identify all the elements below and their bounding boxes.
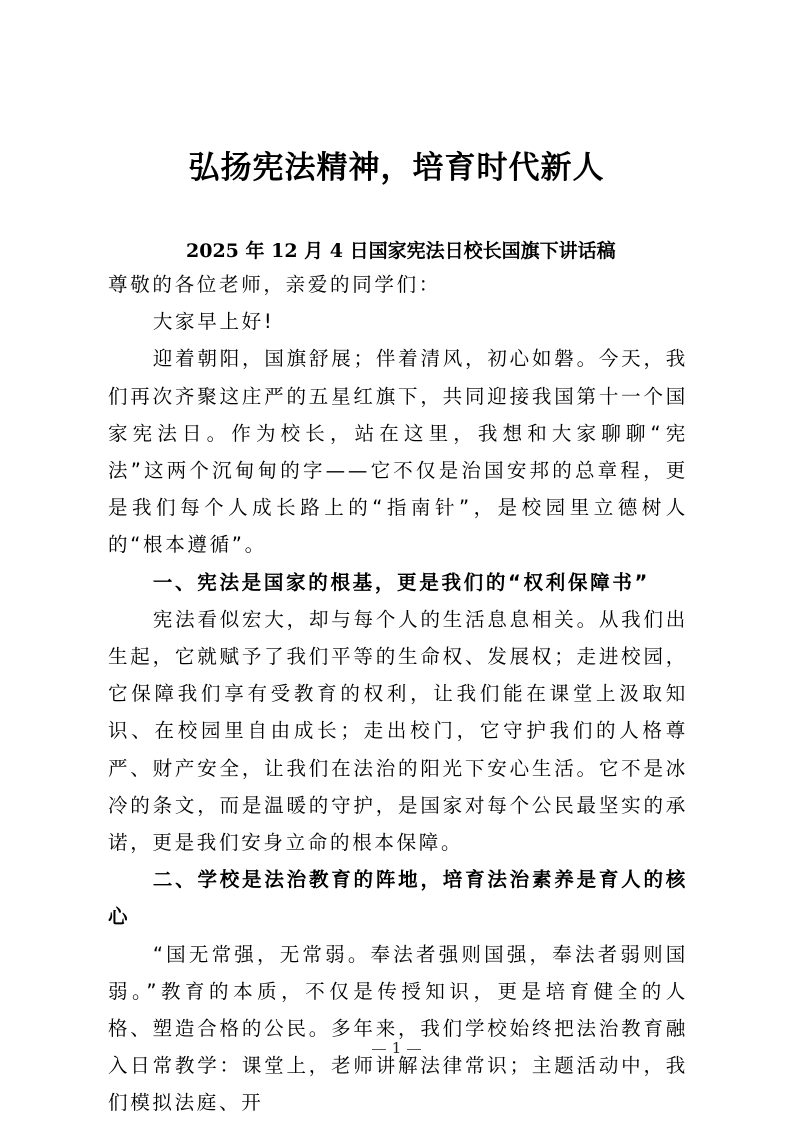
- footer-dash-left: [372, 1049, 386, 1050]
- greeting: 大家早上好!: [152, 310, 275, 334]
- section-1-heading: 一、宪法是国家的根基，更是我们的“权利保障书”: [152, 570, 651, 594]
- document-title: 弘扬宪法精神，培育时代新人: [188, 150, 605, 186]
- page-footer: [0, 1036, 793, 1060]
- document-body: [108, 266, 688, 1122]
- document-subtitle: 2025 年 12 月 4 日国家宪法日校长国旗下讲话稿: [186, 240, 616, 262]
- section-2-paragraph: “国无常强，无常弱。奉法者强则国强，奉法者弱则国弱。”教育的本质，不仅是传授知识，更是培育健全的人格、塑造合格的公民。多年来，我们学校始终把法治教育融入日常教学：课堂上，老师讲解法律常识；主题活动中，我们模拟法庭、开: [108, 942, 688, 1115]
- section-2-heading: 二、学校是法治教育的阵地，培育法治素养是育人的核心: [108, 868, 688, 929]
- salutation: 尊敬的各位老师，亲爱的同学们：: [108, 273, 442, 296]
- section-1-paragraph: 宪法看似宏大，却与每个人的生活息息相关。从我们出生起，它就赋予了我们平等的生命权、发展权；走进校园，它保障我们享有受教育的权利，让我们能在课堂上汲取知识、在校园里自由成长；走出校门，它守护我们的人格尊严、财产安全，让我们在法治的阳光下安心生活。它不是冰冷的条文，而是温暖的守护，是国家对每个公民最坚实的承诺，更是我们安身立命的根本保障。: [108, 607, 688, 855]
- page-number: 1: [391, 1039, 402, 1057]
- intro-paragraph: 迎着朝阳，国旗舒展；伴着清风，初心如磐。今天，我们再次齐聚这庄严的五星红旗下，共同迎接我国第十一个国家宪法日。作为校长，站在这里，我想和大家聊聊“宪法”这两个沉甸甸的字——它不仅是治国安邦的总章程，更是我们每个人成长路上的“指南针”，是校园里立德树人的“根本遵循”。: [108, 347, 688, 557]
- footer-dash-right: [407, 1049, 421, 1050]
